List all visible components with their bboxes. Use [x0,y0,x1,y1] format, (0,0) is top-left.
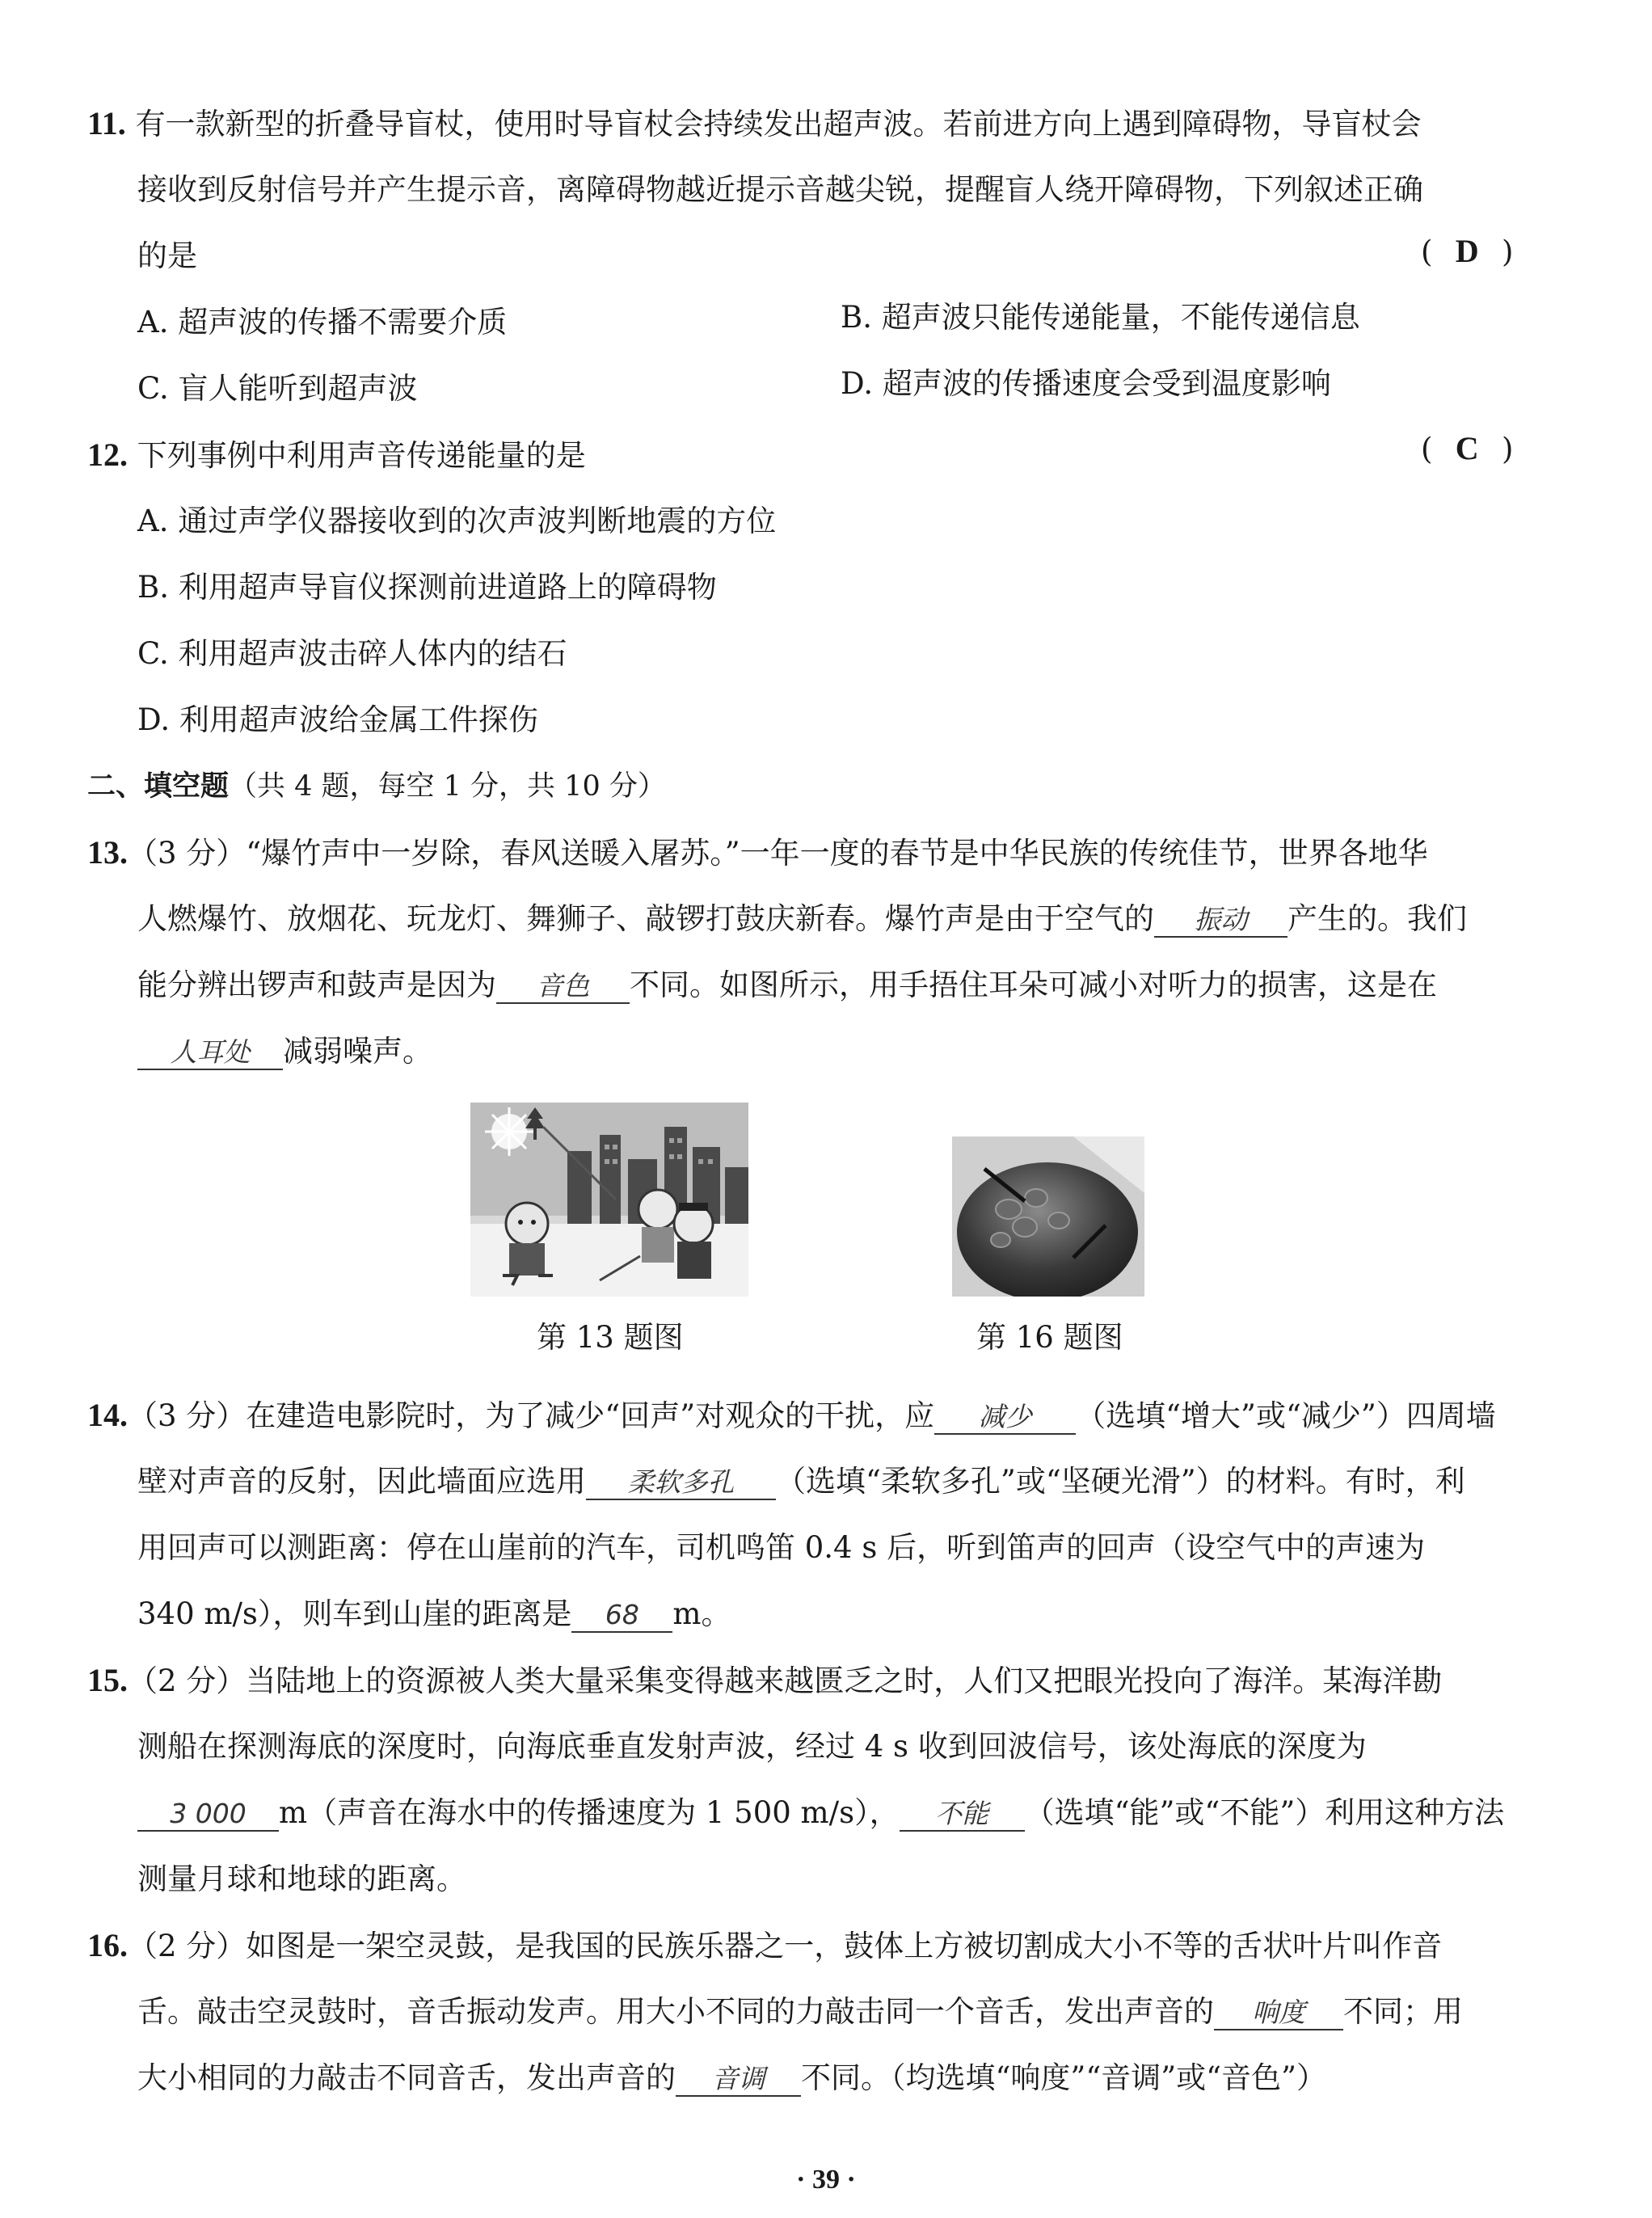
q13-text-3a: 能分辨出锣声和鼓声是因为 [137,968,496,1002]
q11-option-a: A. 超声波的传播不需要介质 [137,305,508,339]
q15-blank-1[interactable]: 3 000 [137,1798,279,1832]
q15-blank-2[interactable]: 不能 [900,1798,1025,1832]
q16-text-1: （2 分）如图是一架空灵鼓，是我国的民族乐器之一，鼓体上方被切割成大小不等的舌状叶片叫作音 [128,1929,1443,1963]
q15-line4: 测量月球和地球的距离。 [137,1862,466,1896]
q12-option-d: D. 利用超声波给金属工件探伤 [137,702,538,737]
q16-text-3a: 大小相同的力敲击不同音舌，发出声音的 [137,2060,676,2095]
q15-text-1: （2 分）当陆地上的资源被人类大量采集变得越来越匮乏之时，人们又把眼光投向了海洋。某海洋勘 [128,1664,1443,1698]
q16-text-2a: 舌。敲击空灵鼓时，音舌振动发声。用大小不同的力敲击同一个音舌，发出声音的 [137,1994,1214,2029]
q15-text-3b: （选填“能”或“不能”）利用这种方法 [1024,1795,1505,1830]
q13-line4 [137,1031,432,1072]
q11-number: 11. [87,105,126,141]
q13-line1 [87,833,1428,874]
q11-option-b: B. 超声波只能传递能量，不能传递信息 [841,300,1360,335]
figure-16-caption: 第 16 题图 [976,1320,1123,1355]
q15-line3 [137,1793,1504,1833]
q16-blank-1[interactable]: 响度 [1214,1997,1343,2030]
q16-line1 [87,1925,1442,1967]
q13-text-4: 减弱噪声。 [283,1034,432,1069]
section-title: 二、填空题 [87,770,230,803]
q14-blank-2[interactable]: 柔软多孔 [586,1466,776,1500]
q13-blank-1[interactable]: 振动 [1154,904,1287,938]
q14-text-2a: 壁对声音的反射，因此墙面应选用 [137,1464,586,1499]
q14-line3: 用回声可以测距离：停在山崖前的汽车，司机鸣笛 0.4 s 后，听到笛声的回声（设空气中的声速为 [137,1530,1426,1565]
q11-answer-box: ( D ) [1421,231,1513,272]
q11-line1 [87,103,1422,145]
q14-line1 [87,1395,1496,1436]
q13-line2 [137,899,1467,939]
q11-line2: 接收到反射信号并产生提示音，离障碍物越近提示音越尖锐，提醒盲人绕开障碍物，下列叙述正确 [137,172,1423,207]
q16-number: 16. [87,1927,128,1963]
q14-text-4b: m。 [672,1596,731,1631]
figure-16-image [952,1136,1144,1297]
q15-line2: 测船在探测海底的深度时，向海底垂直发射声波，经过 4 s 收到回波信号，该处海底的深度为 [137,1729,1367,1764]
q11-answer: D [1455,233,1479,269]
figure-13-caption: 第 13 题图 [537,1320,684,1355]
q15-line1 [87,1660,1442,1701]
q15-number: 15. [87,1662,128,1698]
q11-option-d: D. 超声波的传播速度会受到温度影响 [841,366,1331,401]
page-number: · 39 · [796,2165,856,2195]
q12-option-b: B. 利用超声导盲仪探测前进道路上的障碍物 [137,570,717,605]
q13-line3 [137,965,1437,1006]
q13-text-1: （3 分）“爆竹声中一岁除，春风送暖入屠苏。”一年一度的春节是中华民族的传统佳节，世界各地华 [128,836,1428,871]
q12-number: 12. [87,436,128,473]
section-fill-in-title [87,766,666,807]
q12-stem-text: 下列事例中利用声音传递能量的是 [137,438,586,473]
q14-line4 [137,1594,731,1634]
q12-option-a: A. 通过声学仪器接收到的次声波判断地震的方位 [137,504,777,538]
q13-blank-3[interactable]: 人耳处 [137,1036,283,1070]
q16-line2 [137,1992,1463,2032]
figure-13-image [470,1103,748,1297]
q13-text-3b: 不同。如图所示，用手捂住耳朵可减小对听力的损害，这是在 [630,968,1437,1002]
q12-option-c: C. 利用超声波击碎人体内的结石 [137,636,567,671]
q16-text-2b: 不同；用 [1343,1994,1463,2029]
fireworks-cartoon-illustration [470,1103,748,1297]
q16-blank-2[interactable]: 音调 [676,2063,801,2097]
q14-line2 [137,1461,1465,1502]
q14-number: 14. [87,1397,128,1433]
q14-blank-3[interactable]: 68 [571,1599,672,1633]
q14-text-2b: （选填“柔软多孔”或“坚硬光滑”）的材料。有时，利 [776,1464,1465,1499]
q11-stem-1: 有一款新型的折叠导盲杖，使用时导盲杖会持续发出超声波。若前进方向上遇到障碍物，导盲杖会 [135,107,1422,141]
q12-answer-box: ( C ) [1421,428,1513,470]
q14-blank-1[interactable]: 减少 [934,1401,1076,1435]
q13-number: 13. [87,834,128,871]
q14-text-1b: （选填“增大”或“减少”）四周墙 [1076,1398,1496,1433]
q13-text-2b: 产生的。我们 [1287,901,1467,936]
q16-text-3b: 不同。（均选填“响度”“音调”或“音色”） [801,2060,1326,2095]
q14-text-1a: （3 分）在建造电影院时，为了减少“回声”对观众的干扰，应 [128,1398,935,1433]
section-subtitle: （共 4 题，每空 1 分，共 10 分） [229,770,666,803]
q14-text-4a: 340 m/s），则车到山崖的距离是 [137,1596,572,1631]
q12-stem [87,435,586,476]
steel-tongue-drum-photo [952,1136,1144,1297]
q15-text-3a: m（声音在海水中的传播速度为 1 500 m/s）， [279,1795,900,1830]
q12-answer: C [1455,430,1479,466]
q11-option-c: C. 盲人能听到超声波 [137,371,418,406]
q13-blank-2[interactable]: 音色 [496,970,630,1004]
q13-text-2a: 人燃爆竹、放烟花、玩龙灯、舞狮子、敲锣打鼓庆新春。爆竹声是由于空气的 [137,901,1154,936]
q16-line3 [137,2058,1326,2098]
q11-line3: 的是 [137,238,197,273]
